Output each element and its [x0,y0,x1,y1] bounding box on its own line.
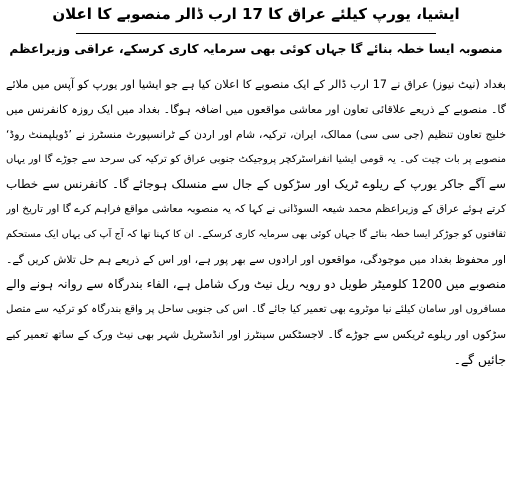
article-body-line: خلیج تعاون تنظیم (جی سی سی) ممالک، ایران، ترکیہ، شام اور اردن کے ٹرانسپورٹ منسٹرز نے ’ڈویلپمنٹ روڈ‘ [6,128,506,141]
article-body [6,72,506,372]
article-body-line: منصوبے میں 1200 کلومیٹر طویل دو رویہ ریل نیٹ ورک شامل ہے، الفاء بندرگاہ سے روانہ ہونے والے [6,277,506,291]
article-body-line: جائیں گے۔ [453,352,506,367]
article-subheadline: منصوبہ ایسا خطہ بنائے گا جہاں کوئی بھی سرمایہ کاری کرسکے، عراقی وزیراعظم [9,42,503,56]
article-body-line: بغداد (نیٹ نیوز) عراق نے 17 ارب ڈالر کے ایک منصوبے کا اعلان کیا ہے جو ایشیا اور یورپ کو آپس میں ملائے [6,78,506,91]
article-body-line: کرتے ہوئے عراق کے وزیراعظم محمد شیعہ السوڈانی نے کہا کہ یہ منصوبہ معاشی مواقع فراہم کرے گا اور تاریخ اور [6,203,506,215]
headline-divider [76,33,436,34]
article-body-line: گا۔ منصوبے کے ذریعے علاقائی تعاون اور معاشی مواقعوں میں اضافہ ہوگا۔ بغداد میں ایک روزہ کانفرنس میں [6,103,506,116]
article-body-line: سے آگے جاکر یورپ کے ریلوے ٹریک اور سڑکوں کے جال سے منسلک ہوجائے گا۔ کانفرنس سے خطاب [6,177,506,191]
article-body-line: مسافروں اور سامان کیلئے نیا موٹروے بھی تعمیر کیا جائے گا۔ اس کی جنوبی ساحل پر واقع بندرگاہ کو ترکیہ سے متصل [6,304,506,315]
article-body-line: منصوبے پر بات چیت کی۔ یہ قومی ایشیا انفراسٹرکچر پروجیکٹ جنوبی عراق کو ترکیہ کی سرحد سے جوڑے گا اور یہاں [6,154,506,165]
article-body-line: اور محفوظ بغداد میں موجودگی، مواقعوں اور ارادوں سے بھر پور ہے، اور اس کے ذریعے ہم حل تلاش کریں گے۔ [6,253,506,266]
article-body-line: سڑکوں اور ریلوے ٹریکس سے جوڑے گا۔ لاجسٹکس سینٹرز اور انڈسٹریل شہر بھی نیٹ ورک کے ساتھ تعمیر کیے [6,328,506,341]
article-headline: ایشیا، یورپ کیلئے عراق کا 17 ارب ڈالر منصوبے کا اعلان [52,5,460,23]
article-body-line: ثقافتوں کو جوڑکر ایسا خطہ بنائے گا جہاں کوئی بھی سرمایہ کاری کرسکے۔ ان کا کہنا تھا کہ آج آپ کی یہاں ایک مستحکم [6,229,506,240]
